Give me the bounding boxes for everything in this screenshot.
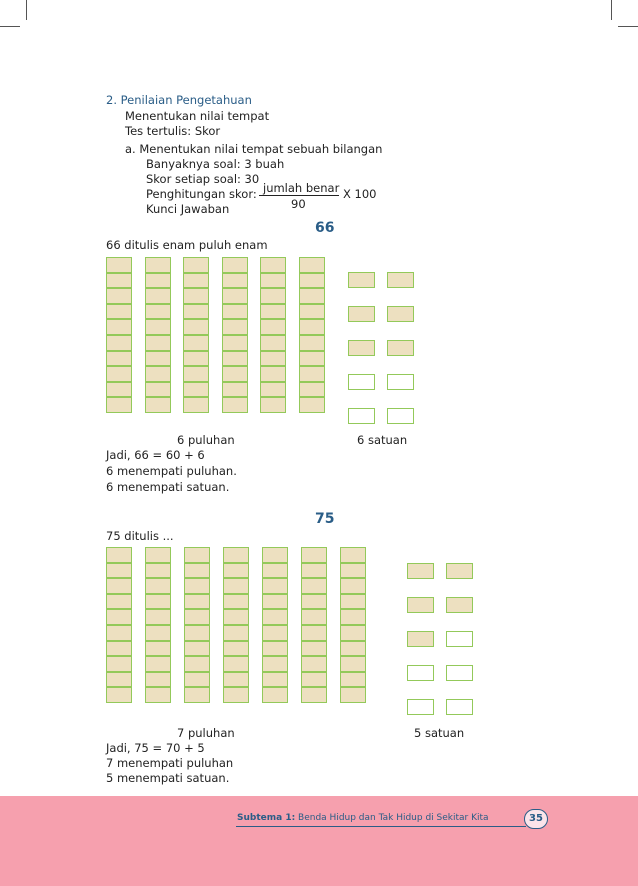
unit-cube-filled — [446, 563, 473, 579]
rod-cell — [145, 563, 171, 579]
rod-cell — [184, 609, 210, 625]
tens-rod — [145, 547, 171, 703]
rod-cell — [340, 578, 366, 594]
rod-cell — [183, 397, 209, 413]
tens-rod — [340, 547, 366, 703]
rod-cell — [145, 672, 171, 688]
rod-cell — [299, 397, 325, 413]
rod-cell — [299, 382, 325, 398]
unit-cube-filled — [387, 340, 414, 356]
rod-cell — [222, 304, 248, 320]
rod-cell — [260, 382, 286, 398]
rod-cell — [222, 351, 248, 367]
rod-cell — [183, 366, 209, 382]
rod-cell — [145, 288, 171, 304]
rod-cell — [183, 319, 209, 335]
footer-underline — [236, 826, 526, 827]
rod-cell — [106, 351, 132, 367]
rod-cell — [184, 547, 210, 563]
tens-rod — [223, 547, 249, 703]
example2-line-tens: 7 menempati puluhan — [106, 756, 234, 770]
section-title: 2. Penilaian Pengetahuan — [106, 93, 252, 107]
unit-cube-empty — [446, 699, 473, 715]
crop-mark-tl-v — [26, 0, 27, 20]
rod-cell — [184, 656, 210, 672]
rod-cell — [340, 641, 366, 657]
rod-cell — [184, 563, 210, 579]
tens-rod — [222, 257, 248, 413]
rod-cell — [145, 397, 171, 413]
rod-cell — [301, 547, 327, 563]
rod-cell — [145, 351, 171, 367]
unit-cube-filled — [407, 597, 434, 613]
tens-rod — [262, 547, 288, 703]
rod-cell — [222, 319, 248, 335]
section-line-2: Tes tertulis: Skor — [125, 124, 221, 138]
rod-cell — [299, 319, 325, 335]
rod-cell — [301, 609, 327, 625]
rod-cell — [299, 288, 325, 304]
rod-cell — [340, 625, 366, 641]
rod-cell — [106, 335, 132, 351]
rod-cell — [260, 288, 286, 304]
rod-cell — [145, 335, 171, 351]
rod-cell — [260, 397, 286, 413]
tens-rod — [183, 257, 209, 413]
rod-cell — [299, 351, 325, 367]
example2-number: 75 — [315, 511, 335, 527]
rod-cell — [106, 288, 132, 304]
unit-cube-filled — [348, 340, 375, 356]
rod-cell — [145, 547, 171, 563]
unit-cube-filled — [348, 272, 375, 288]
example1-ones-label: 6 satuan — [357, 433, 408, 447]
rod-cell — [106, 382, 132, 398]
rod-cell — [222, 257, 248, 273]
soal-count: Banyaknya soal: 3 buah — [146, 157, 285, 171]
unit-cube-filled — [407, 563, 434, 579]
rod-cell — [145, 257, 171, 273]
answer-key: Kunci Jawaban — [146, 202, 230, 216]
example2-tens-label: 7 puluhan — [177, 726, 235, 740]
rod-cell — [222, 273, 248, 289]
example1-jadi: Jadi, 66 = 60 + 6 — [106, 448, 205, 462]
example2-ones-label: 5 satuan — [414, 726, 465, 740]
rod-cell — [223, 672, 249, 688]
unit-cube-filled — [348, 306, 375, 322]
rod-cell — [340, 563, 366, 579]
example2-jadi: Jadi, 75 = 70 + 5 — [106, 741, 205, 755]
tens-rod — [145, 257, 171, 413]
rod-cell — [262, 641, 288, 657]
rod-cell — [106, 397, 132, 413]
rod-cell — [145, 641, 171, 657]
rod-cell — [223, 625, 249, 641]
rod-cell — [222, 288, 248, 304]
rod-cell — [106, 319, 132, 335]
rod-cell — [183, 351, 209, 367]
rod-cell — [145, 656, 171, 672]
rod-cell — [223, 641, 249, 657]
rod-cell — [262, 578, 288, 594]
footer-subtema — [237, 813, 489, 823]
multiplier: X 100 — [343, 187, 377, 201]
rod-cell — [260, 335, 286, 351]
example2-line-ones: 5 menempati satuan. — [106, 771, 230, 785]
crop-mark-tl-h — [0, 26, 20, 27]
rod-cell — [301, 563, 327, 579]
soal-score: Skor setiap soal: 30 — [146, 172, 260, 186]
rod-cell — [301, 656, 327, 672]
rod-cell — [184, 641, 210, 657]
rod-cell — [299, 335, 325, 351]
rod-cell — [106, 578, 132, 594]
rod-cell — [106, 563, 132, 579]
rod-cell — [106, 257, 132, 273]
rod-cell — [223, 594, 249, 610]
unit-cube-empty — [407, 699, 434, 715]
rod-cell — [222, 397, 248, 413]
unit-cube-filled — [446, 597, 473, 613]
unit-cube-empty — [446, 665, 473, 681]
rod-cell — [301, 594, 327, 610]
rod-cell — [340, 656, 366, 672]
rod-cell — [106, 609, 132, 625]
rod-cell — [106, 687, 132, 703]
fraction-bar — [259, 195, 339, 196]
rod-cell — [223, 578, 249, 594]
rod-cell — [260, 304, 286, 320]
rod-cell — [223, 547, 249, 563]
rod-cell — [145, 273, 171, 289]
fraction-numerator: jumlah benar — [263, 181, 340, 195]
unit-cube-empty — [407, 665, 434, 681]
rod-cell — [106, 656, 132, 672]
rod-cell — [183, 273, 209, 289]
rod-cell — [260, 366, 286, 382]
rod-cell — [260, 273, 286, 289]
rod-cell — [106, 273, 132, 289]
rod-cell — [145, 594, 171, 610]
section-line-1: Menentukan nilai tempat — [125, 109, 270, 123]
rod-cell — [183, 257, 209, 273]
unit-cube-filled — [407, 631, 434, 647]
rod-cell — [301, 578, 327, 594]
rod-cell — [301, 625, 327, 641]
rod-cell — [184, 672, 210, 688]
rod-cell — [301, 641, 327, 657]
rod-cell — [340, 547, 366, 563]
unit-cube-empty — [348, 374, 375, 390]
rod-cell — [145, 319, 171, 335]
rod-cell — [262, 547, 288, 563]
rod-cell — [106, 547, 132, 563]
tens-rod — [299, 257, 325, 413]
rod-cell — [223, 687, 249, 703]
rod-cell — [340, 609, 366, 625]
rod-cell — [145, 625, 171, 641]
rod-cell — [106, 641, 132, 657]
unit-cube-empty — [446, 631, 473, 647]
tens-rod — [260, 257, 286, 413]
tens-rod — [184, 547, 210, 703]
rod-cell — [106, 672, 132, 688]
example1-line-ones: 6 menempati satuan. — [106, 480, 230, 494]
rod-cell — [262, 687, 288, 703]
crop-mark-tr-h — [618, 26, 638, 27]
unit-cube-filled — [387, 272, 414, 288]
unit-cube-empty — [387, 374, 414, 390]
rod-cell — [260, 319, 286, 335]
rod-cell — [184, 594, 210, 610]
example1-written: 66 ditulis enam puluh enam — [106, 238, 268, 252]
rod-cell — [106, 366, 132, 382]
rod-cell — [145, 609, 171, 625]
tens-rod — [106, 257, 132, 413]
example2-written: 75 ditulis ... — [106, 529, 174, 543]
rod-cell — [260, 257, 286, 273]
rod-cell — [340, 594, 366, 610]
unit-cube-filled — [387, 306, 414, 322]
rod-cell — [183, 288, 209, 304]
rod-cell — [223, 656, 249, 672]
rod-cell — [184, 625, 210, 641]
rod-cell — [106, 304, 132, 320]
rod-cell — [299, 304, 325, 320]
rod-cell — [262, 609, 288, 625]
page-number: 35 — [524, 809, 548, 829]
rod-cell — [145, 304, 171, 320]
rod-cell — [299, 257, 325, 273]
footer-subtema-label: Subtema 1: — [237, 813, 296, 823]
rod-cell — [299, 366, 325, 382]
rod-cell — [262, 672, 288, 688]
rod-cell — [106, 625, 132, 641]
rod-cell — [106, 594, 132, 610]
fraction-denominator: 90 — [291, 197, 306, 211]
rod-cell — [145, 578, 171, 594]
tens-rod — [301, 547, 327, 703]
sub-item-a: a. Menentukan nilai tempat sebuah bilangan — [125, 142, 383, 156]
rod-cell — [145, 687, 171, 703]
crop-mark-tr-v — [611, 0, 612, 20]
example1-number: 66 — [315, 220, 335, 236]
tens-rod — [106, 547, 132, 703]
unit-cube-empty — [348, 408, 375, 424]
rod-cell — [222, 382, 248, 398]
example1-tens-label: 6 puluhan — [177, 433, 235, 447]
rod-cell — [340, 687, 366, 703]
rod-cell — [301, 687, 327, 703]
rod-cell — [145, 382, 171, 398]
scoring-label: Penghitungan skor: — [146, 187, 257, 201]
rod-cell — [223, 609, 249, 625]
rod-cell — [184, 578, 210, 594]
unit-cube-empty — [387, 408, 414, 424]
rod-cell — [262, 625, 288, 641]
rod-cell — [262, 594, 288, 610]
rod-cell — [222, 335, 248, 351]
rod-cell — [222, 366, 248, 382]
rod-cell — [183, 382, 209, 398]
rod-cell — [183, 335, 209, 351]
rod-cell — [260, 351, 286, 367]
rod-cell — [145, 366, 171, 382]
rod-cell — [223, 563, 249, 579]
rod-cell — [184, 687, 210, 703]
footer-subtema-title: Benda Hidup dan Tak Hidup di Sekitar Kita — [295, 813, 489, 823]
rod-cell — [301, 672, 327, 688]
rod-cell — [262, 563, 288, 579]
rod-cell — [183, 304, 209, 320]
rod-cell — [262, 656, 288, 672]
rod-cell — [299, 273, 325, 289]
example1-line-tens: 6 menempati puluhan. — [106, 464, 237, 478]
rod-cell — [340, 672, 366, 688]
